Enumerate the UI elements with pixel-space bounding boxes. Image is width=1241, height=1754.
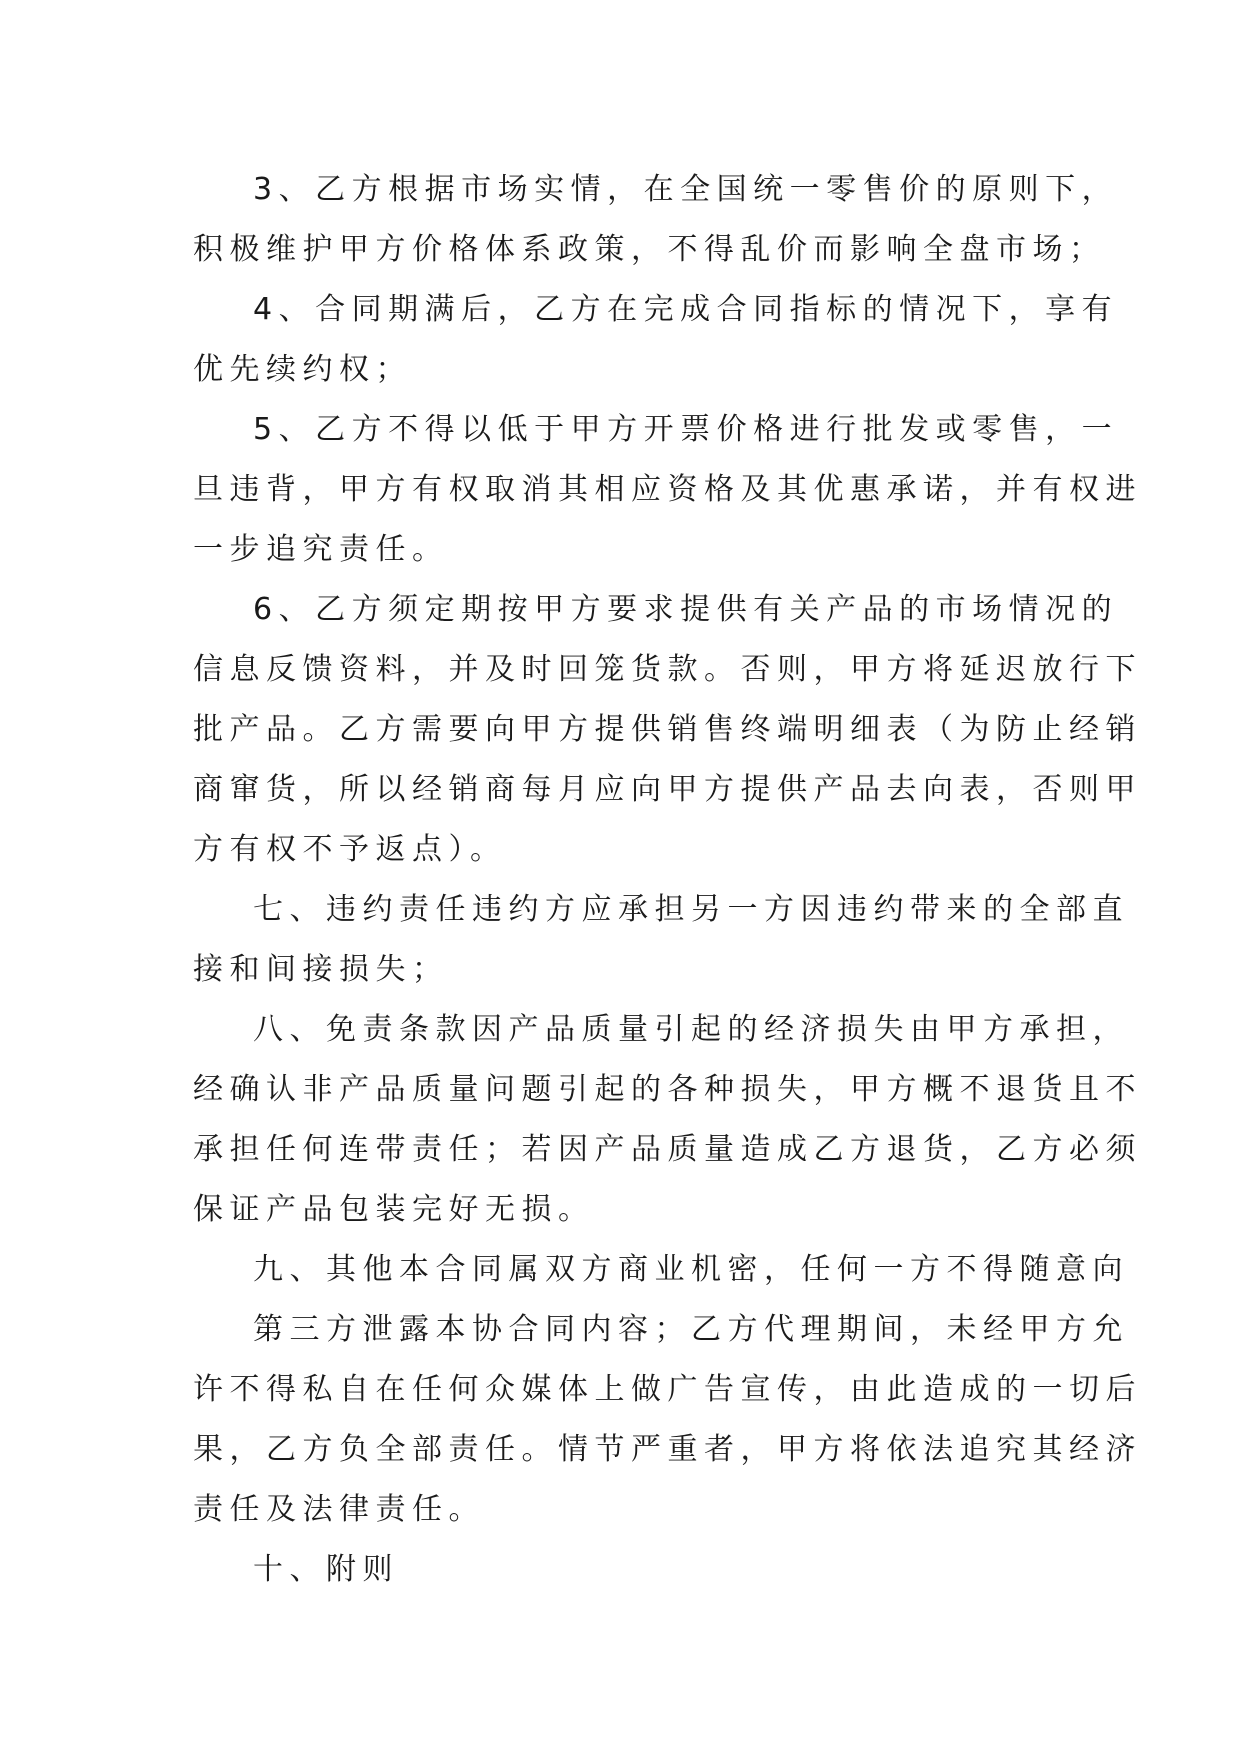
text-line: 批产品。乙方需要向甲方提供销售终端明细表（为防止经销 (193, 712, 1142, 747)
text-line: 果，乙方负全部责任。情节严重者，甲方将依法追究其经济 (193, 1432, 1142, 1467)
text-line: 许不得私自在任何众媒体上做广告宣传，由此造成的一切后 (193, 1372, 1142, 1407)
text-line: 商窜货，所以经销商每月应向甲方提供产品去向表，否则甲 (193, 772, 1142, 807)
text-line: 积极维护甲方价格体系政策，不得乱价而影响全盘市场； (193, 232, 1106, 267)
text-line: 承担任何连带责任；若因产品质量造成乙方退货，乙方必须 (193, 1132, 1142, 1167)
text-line: 信息反馈资料，并及时回笼货款。否则，甲方将延迟放行下 (193, 652, 1142, 687)
text-line: 旦违背，甲方有权取消其相应资格及其优惠承诺，并有权进 (193, 472, 1142, 507)
text-line: 责任及法律责任。 (193, 1492, 485, 1527)
text-line: 接和间接损失； (193, 952, 449, 987)
text-line: 七、违约责任违约方应承担另一方因违约带来的全部直 (253, 892, 1129, 927)
text-line: 4、合同期满后，乙方在完成合同指标的情况下，享有 (253, 292, 1119, 327)
text-line: 6、乙方须定期按甲方要求提供有关产品的市场情况的 (253, 592, 1119, 627)
text-line: 保证产品包装完好无损。 (193, 1192, 595, 1227)
text-line: 第三方泄露本协合同内容；乙方代理期间，未经甲方允 (253, 1312, 1129, 1347)
text-line: 九、其他本合同属双方商业机密，任何一方不得随意向 (253, 1252, 1129, 1287)
text-line: 一步追究责任。 (193, 532, 449, 567)
document-body (193, 160, 1142, 1600)
text-line: 5、乙方不得以低于甲方开票价格进行批发或零售，一 (253, 412, 1119, 447)
text-line: 八、免责条款因产品质量引起的经济损失由甲方承担， (253, 1012, 1129, 1047)
text-line: 方有权不予返点）。 (193, 832, 507, 867)
text-line: 3、乙方根据市场实情，在全国统一零售价的原则下， (253, 172, 1119, 207)
text-line: 优先续约权； (193, 352, 412, 387)
text-line: 经确认非产品质量问题引起的各种损失，甲方概不退货且不 (193, 1072, 1142, 1107)
text-line: 十、附则 (253, 1552, 399, 1587)
